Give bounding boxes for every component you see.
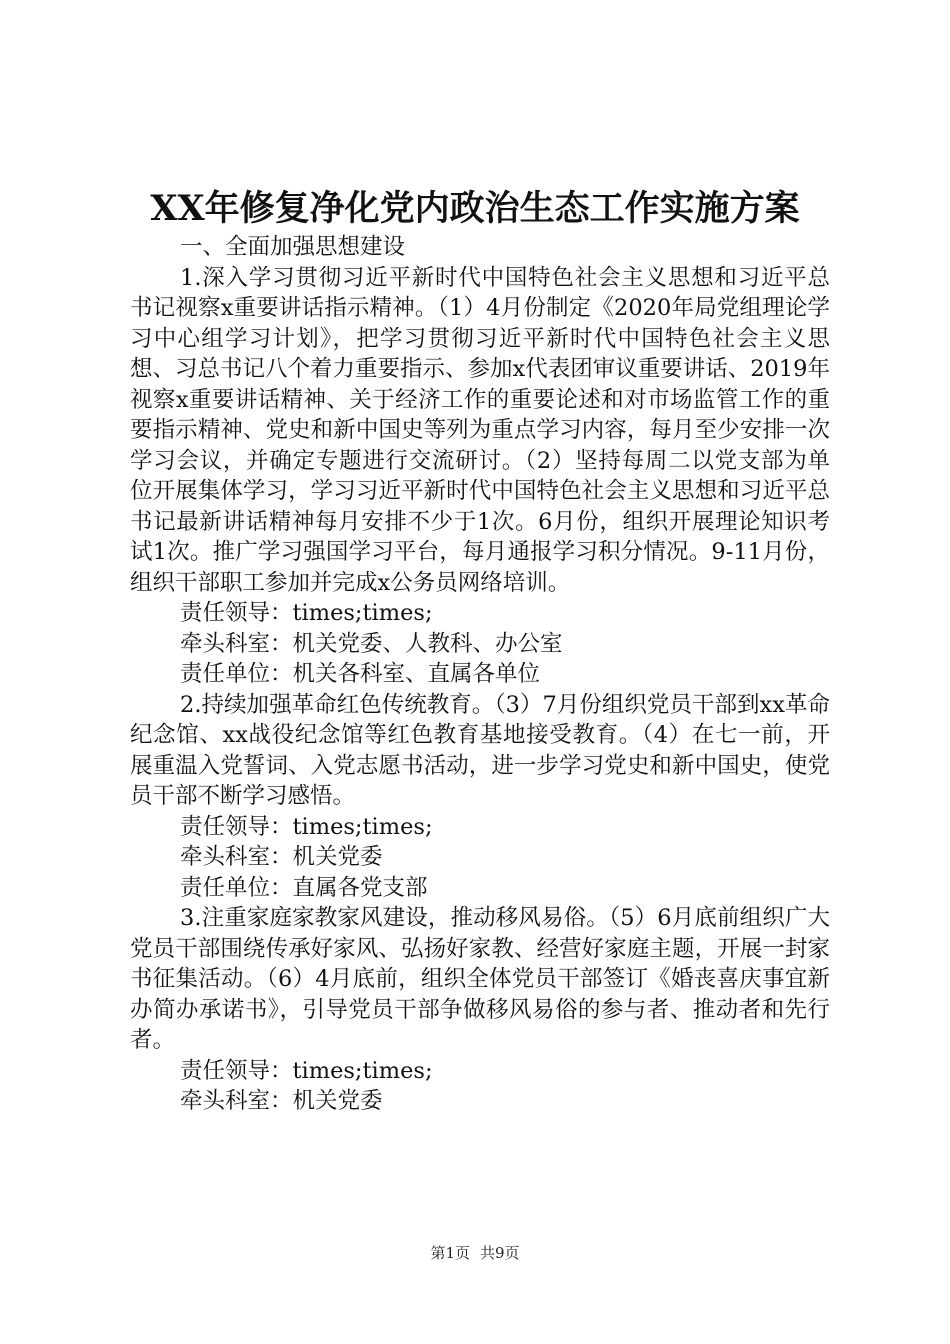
section-heading: 一、全面加强思想建设 bbox=[180, 234, 406, 260]
paragraph: 3.注重家庭家教家风建设，推动移风易俗。（5）6月底前组织广大党员干部围绕传承好家风、弘扬好家教、经营好家庭主题，开展一封家书征集活动。（6）4月底前，组织全体党员干部签订《婚丧喜庆事宜新办简办承诺书》，引导党员干部争做移风易俗的参与者、推动者和先行者。 bbox=[130, 905, 830, 1053]
document-body bbox=[130, 232, 830, 1117]
lead-department: 牵头科室：机关党委、人教科、办公室 bbox=[180, 630, 563, 657]
paragraph: 1.深入学习贯彻习近平新时代中国特色社会主义思想和习近平总书记视察x重要讲话指示精神。（1）4月份制定《2020年局党组理论学习中心组学习计划》，把学习贯彻习近平新时代中国特色社会主义思想、习总书记八个着力重要指示、参加x代表团审议重要讲话、2019年视察x重要讲话精神、关于经济工作的重要论述和对市场监管工作的重要指示精神、党史和新中国史等列为重点学习内容，每月至少安排一次学习会议，并确定专题进行交流研讨。（2）坚持每周二以党支部为单位开展集体学习，学习习近平新时代中国特色社会主义思想和习近平总书记最新讲话精神每月安排不少于1次。6月份，组织开展理论知识考试1次。推广学习强国学习平台，每月通报学习积分情况。9-11月份，组织干部职工参加并完成x公务员网络培训。 bbox=[130, 264, 830, 596]
responsible-leader: 责任领导：times;times; bbox=[180, 813, 433, 840]
responsible-unit: 责任单位：直属各党支部 bbox=[180, 874, 428, 901]
page-number: 第1页 bbox=[430, 1244, 470, 1262]
paragraph: 2.持续加强革命红色传统教育。（3）7月份组织党员干部到xx革命纪念馆、xx战役纪念馆等红色教育基地接受教育。（4）在七一前，开展重温入党誓词、入党志愿书活动，进一步学习党史和新中国史，使党员干部不断学习感悟。 bbox=[130, 691, 830, 809]
responsible-leader: 责任领导：times;times; bbox=[180, 600, 433, 626]
page-footer bbox=[0, 1243, 950, 1263]
document-title: XX年修复净化党内政治生态工作实施方案 bbox=[150, 188, 800, 229]
lead-department: 牵头科室：机关党委 bbox=[180, 1088, 383, 1114]
lead-department: 牵头科室：机关党委 bbox=[180, 844, 383, 870]
page-total: 共9页 bbox=[480, 1244, 520, 1262]
responsible-leader: 责任领导：times;times; bbox=[180, 1057, 433, 1084]
responsible-unit: 责任单位：机关各科室、直属各单位 bbox=[180, 661, 541, 687]
